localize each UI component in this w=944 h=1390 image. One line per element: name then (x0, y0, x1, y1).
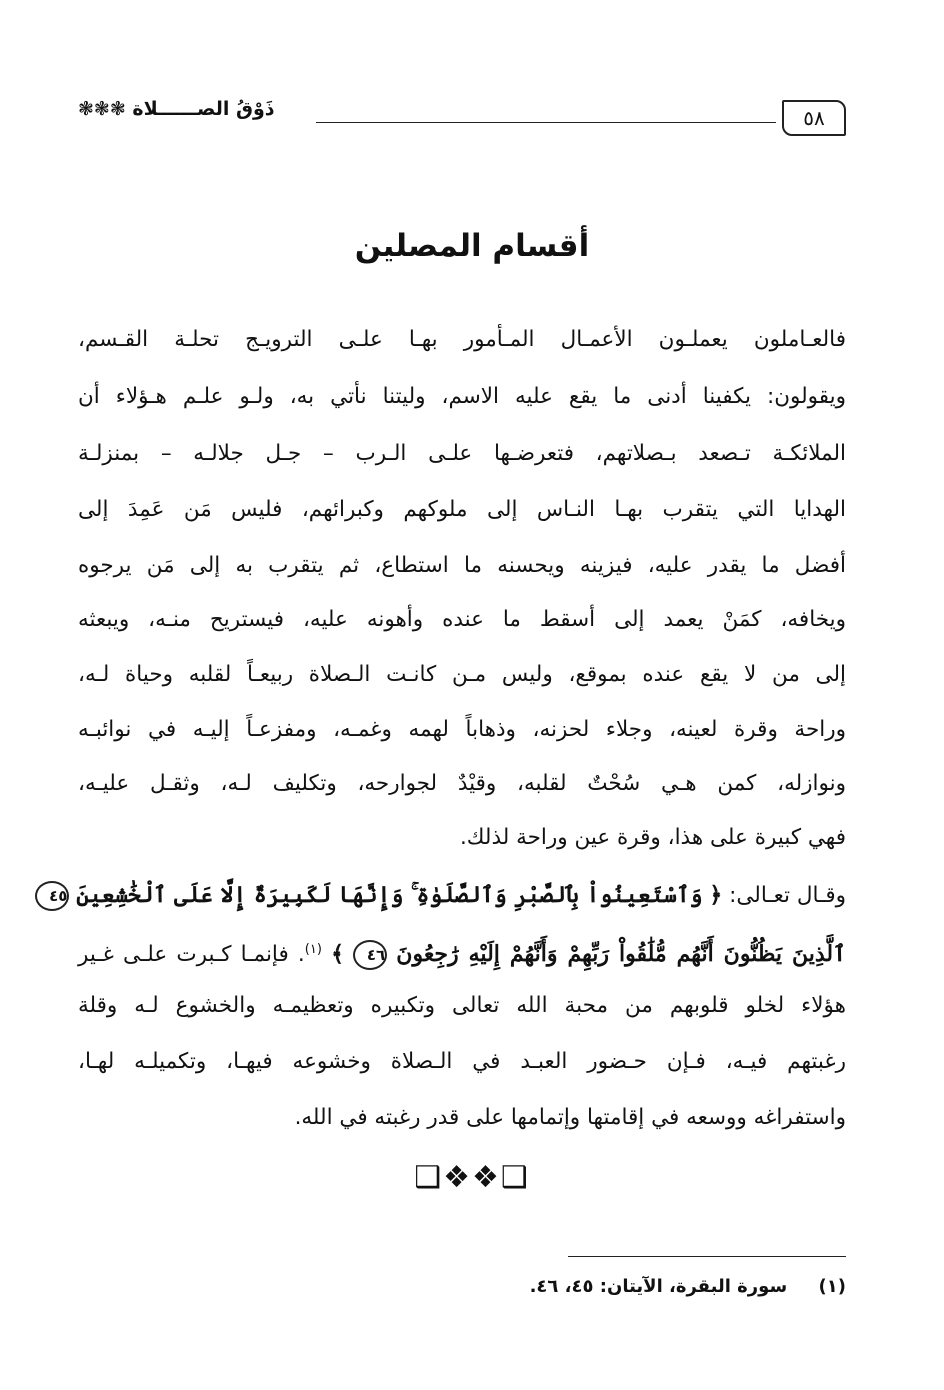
running-header (78, 92, 846, 142)
ayah-number-45: ٤٥ (35, 881, 69, 911)
footnote-rule (568, 1256, 846, 1257)
after-verse-text: . فإنمـا كـبرت علـى غـير (78, 942, 305, 968)
paragraph-line: ونوازله، كمن هـي سُحْتٌ لقلبه، وقيْدٌ لجوارحه، وتكليف لـه، وثقـل عليـه، (78, 771, 846, 796)
verse-close-bracket: ﴾ (331, 941, 344, 968)
footnote (78, 1276, 846, 1297)
paragraph-line: وراحة وقرة لعينه، وجلاء لحزنه، وذهاباً لهمه وغمـه، ومفزعـاً إليـه في نوائبـه (78, 717, 846, 742)
paragraph-line: الهدايا التي يتقرب بهـا النـاس إلى ملوكهم وكبرائهم، فليس مَن عَمِدَ إلى (78, 497, 846, 522)
paragraph-line: إلى من لا يقع عنده بموقع، وليس مـن كانـت الـصلاة ربيعـاً لقلبه وحياة لـه، (78, 662, 846, 687)
quran-verse-text: وَٱسْتَعِينُواْ بِٱلصَّبْرِ وَٱلصَّلَوٰةِ ۚ وَإِنَّهَا لَكَبِيرَةٌ إِلَّا عَلَى ٱلْخَٰشِعِينَ (76, 882, 703, 908)
verse-open-bracket: ﴿ (709, 882, 723, 908)
paragraph-line: فهي كبيرة على هذا، وقرة عين وراحة لذلك. (459, 825, 846, 850)
page-number: ٥٨ (782, 100, 846, 136)
paragraph-line: ويقولون: يكفينا أدنى ما يقع عليه الاسم، وليتنا نأتي به، ولـو علـم هـؤلاء أن (78, 384, 846, 409)
paragraph-line: هؤلاء لخلو قلوبهم من محبة الله تعالى وتكبيره وتعظيمـه والخشوع لـه وقلة (78, 993, 846, 1018)
verse-intro: وقـال تعـالى: (729, 883, 846, 908)
paragraph-line: الملائكـة تـصعد بـصلاتهم، فتعرضـها علـى الـرب – جـل جلالـه – بمنزلـة (78, 441, 846, 466)
footnote-text: سورة البقرة، الآيتان: ٤٥، ٤٦. (529, 1276, 788, 1297)
verse-line-2 (78, 928, 846, 972)
verse-line-1 (49, 873, 846, 917)
paragraph-line: واستفراغه ووسعه في إقامتها وإتمامها على قدر رغبته في الله. (294, 1105, 846, 1130)
quran-verse-text: ٱلَّذِينَ يَظُنُّونَ أَنَّهُم مُّلَٰقُواْ رَبِّهِمْ وَأَنَّهُمْ إِلَيْهِ رَٰجِعُونَ (396, 941, 846, 968)
paragraph-line: ويخافه، كمَنْ يعمد إلى أسقط ما عنده وأهونه عليه، فيستريح منـه، ويبعثه (78, 607, 846, 632)
running-title: ذَوْقُ الصــــــلاة ❃❃❃ (78, 98, 275, 120)
section-end-ornament: ❑❖❖❑ (414, 1160, 530, 1195)
footnote-marker: (١) (818, 1276, 846, 1297)
header-rule (316, 122, 776, 123)
section-title: أقسام المصلين (354, 228, 590, 264)
footnote-reference: (١) (304, 942, 322, 957)
ayah-number-46: ٤٦ (353, 940, 387, 970)
paragraph-line: أفضل ما يقدر عليه، فيزينه ويحسنه ما استطاع، ثم يتقرب به إلى مَن يرجوه (78, 553, 846, 578)
paragraph-line: فالعـاملون يعملـون الأعمـال المـأمور بهـا علـى الترويـج تحلـة القـسم، (78, 327, 846, 352)
paragraph-line: رغبتهم فيـه، فـإن حـضور العبـد في الـصلاة وخشوعه فيهـا، وتكميلـه لهـا، (78, 1049, 846, 1074)
